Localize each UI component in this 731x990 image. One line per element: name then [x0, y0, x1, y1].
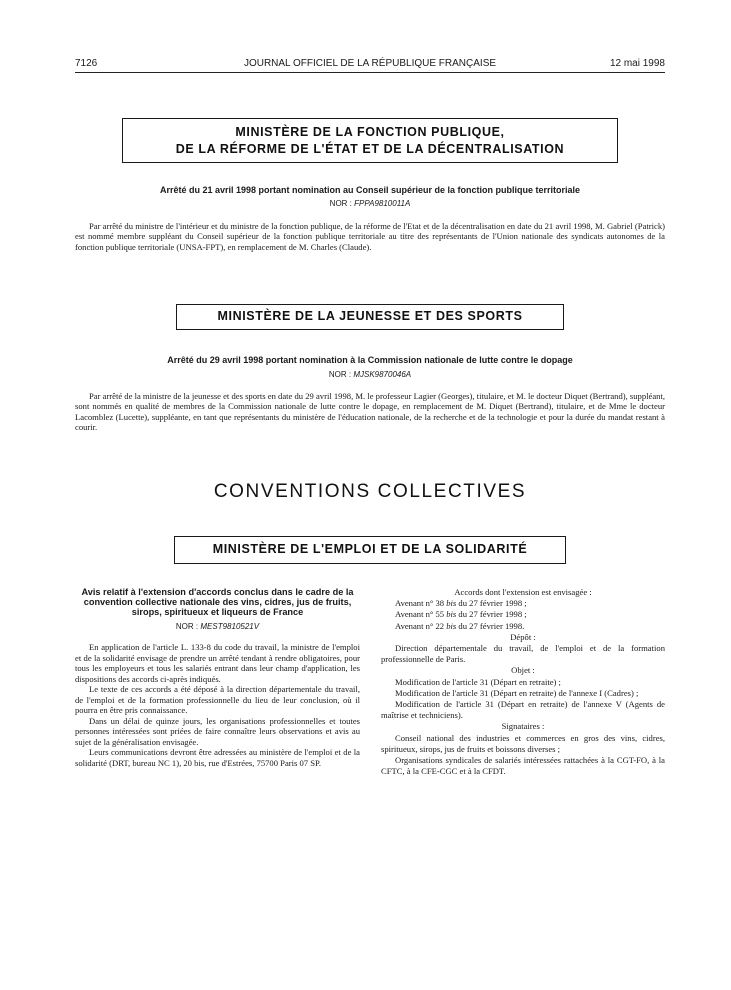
ministry-box-fonction-publique [122, 118, 618, 163]
conventions-collectives-heading: CONVENTIONS COLLECTIVES [213, 481, 527, 502]
arrete-body-1 [75, 221, 665, 252]
paragraph: Leurs communications devront être adressées au ministère de l'emploi et de la solidarité (DRT, bureau NC 1), 20 bis, rue d'Estrées, 75700 Paris 07 SP. [75, 747, 360, 768]
nor-reference-2 [75, 370, 665, 379]
header-rule [75, 72, 665, 73]
nor-label: NOR : [328, 370, 352, 379]
page-number: 7126 [75, 58, 98, 69]
objet-item: Modification de l'article 31 (Départ en retraite) de l'annexe I (Cadres) ; [395, 687, 639, 698]
nor-code: FPPA9810011A [354, 199, 411, 208]
nor-code: MEST9810521V [200, 621, 260, 631]
paragraph: Dans un délai de quinze jours, les organisations professionnelles et toutes personnes intéressées sont priées de faire connaître leurs observations et avis au sujet de la généralisation envisagée. [75, 715, 360, 747]
accords-heading: Accords dont l'extension est envisagée : [454, 587, 592, 597]
signataires-item: Organisations syndicales de salariés intéressées rattachées à la CGT-FO, à la CFTC, à la CFE-CGC et à la CFDT. [381, 755, 665, 777]
avis-body [75, 642, 360, 768]
arrete-title-1: Arrêté du 21 avril 1998 portant nomination au Conseil supérieur de la fonction publique territoriale [159, 185, 581, 195]
nor-code: MJSK9870046A [353, 370, 412, 379]
objet-item: Modification de l'article 31 (Départ en retraite) de l'annexe V (Agents de maîtrise et techniciens). [381, 699, 665, 721]
ministry-title: MINISTÈRE DE LA JEUNESSE ET DES SPORTS [217, 309, 523, 323]
depot-heading: Dépôt : [510, 631, 536, 642]
nor-reference-3 [75, 622, 360, 633]
paragraph: Par arrêté de la ministre de la jeunesse et des sports en date du 29 avril 1998, M. le professeur Lagier (Georges), titulaire, et M. le docteur Diquet (Bertrand), suppléant, sont nommés en qualité de membres de la Commission nationale de lutte contre le dopage, en remplacement de M. Diquet (Bertrand), titulaire, et de Mme le docteur Lacomblez (Lucette), suppléante, en tant que représentants du ministère de l'éducation nationale, de la recherche et de la technologie et pour la durée du mandat restant à courir. [75, 391, 665, 432]
paragraph: Le texte de ces accords a été déposé à la direction départementale du travail, de l'emploi et de la formation professionnelle du lieu de leur conclusion, où il pourra en être pris connaissance. [75, 684, 360, 716]
avis-title: Avis relatif à l'extension d'accords conclus dans le cadre de la convention collective nationale des vins, cidres, jus de fruits, sirops, spiritueux et liqueurs de France [81, 587, 354, 618]
ministry-title-line2: DE LA RÉFORME DE L'ÉTAT ET DE LA DÉCENTRALISATION [175, 142, 565, 156]
left-column [75, 587, 360, 768]
objet-heading: Objet : [511, 665, 535, 676]
arrete-body-2 [75, 391, 665, 432]
objet-item: Modification de l'article 31 (Départ en retraite) ; [395, 676, 561, 687]
journal-title: JOURNAL OFFICIEL DE LA RÉPUBLIQUE FRANÇAISE [243, 58, 497, 69]
signataires-heading: Signataires : [501, 721, 545, 732]
signataires-item: Conseil national des industries et commerces en gros des vins, cidres, spiritueux, sirops, jus de fruits et boissons diverses ; [381, 732, 665, 754]
depot-text: Direction départementale du travail, de l'emploi et de la formation professionnelle de Paris. [381, 643, 665, 665]
avenant-item: Avenant n° 38 bis du 27 février 1998 ; [395, 598, 527, 609]
issue-date: 12 mai 1998 [609, 58, 665, 69]
ministry-box-jeunesse-sports [176, 304, 564, 330]
avenant-item: Avenant n° 22 bis du 27 février 1998. [395, 620, 525, 631]
nor-label: NOR : [329, 199, 352, 208]
paragraph: Par arrêté du ministre de l'intérieur et du ministre de la fonction publique, de la réforme de l'Etat et de la décentralisation en date du 21 avril 1998, M. Gabriel (Patrick) est nommé membre suppléant du Conseil supérieur de la fonction publique territoriale au titre des représentants de l'Union nationale des syndicats autonomes de la fonction publique territoriale (UNSA-FPT), en remplacement de M. Charles (Claude). [75, 221, 665, 252]
nor-reference-1 [75, 199, 665, 208]
arrete-title-2: Arrêté du 29 avril 1998 portant nomination à la Commission nationale de lutte contre le dopage [167, 355, 573, 365]
nor-label: NOR : [175, 621, 199, 631]
ministry-title-line1: MINISTÈRE DE LA FONCTION PUBLIQUE, [235, 125, 505, 139]
ministry-box-emploi-solidarite [174, 536, 566, 564]
paragraph: En application de l'article L. 133-8 du code du travail, la ministre de l'emploi et de la solidarité envisage de prendre un arrêté tendant à rendre obligatoires, pour tous les employeurs et tous les salariés entrant dans leur champ d'application, les dispositions des accords ci-après indiqués. [75, 642, 360, 684]
right-column [381, 587, 665, 777]
ministry-title: MINISTÈRE DE L'EMPLOI ET DE LA SOLIDARITÉ [212, 542, 528, 556]
avenant-item: Avenant n° 55 bis du 27 février 1998 ; [395, 609, 527, 620]
